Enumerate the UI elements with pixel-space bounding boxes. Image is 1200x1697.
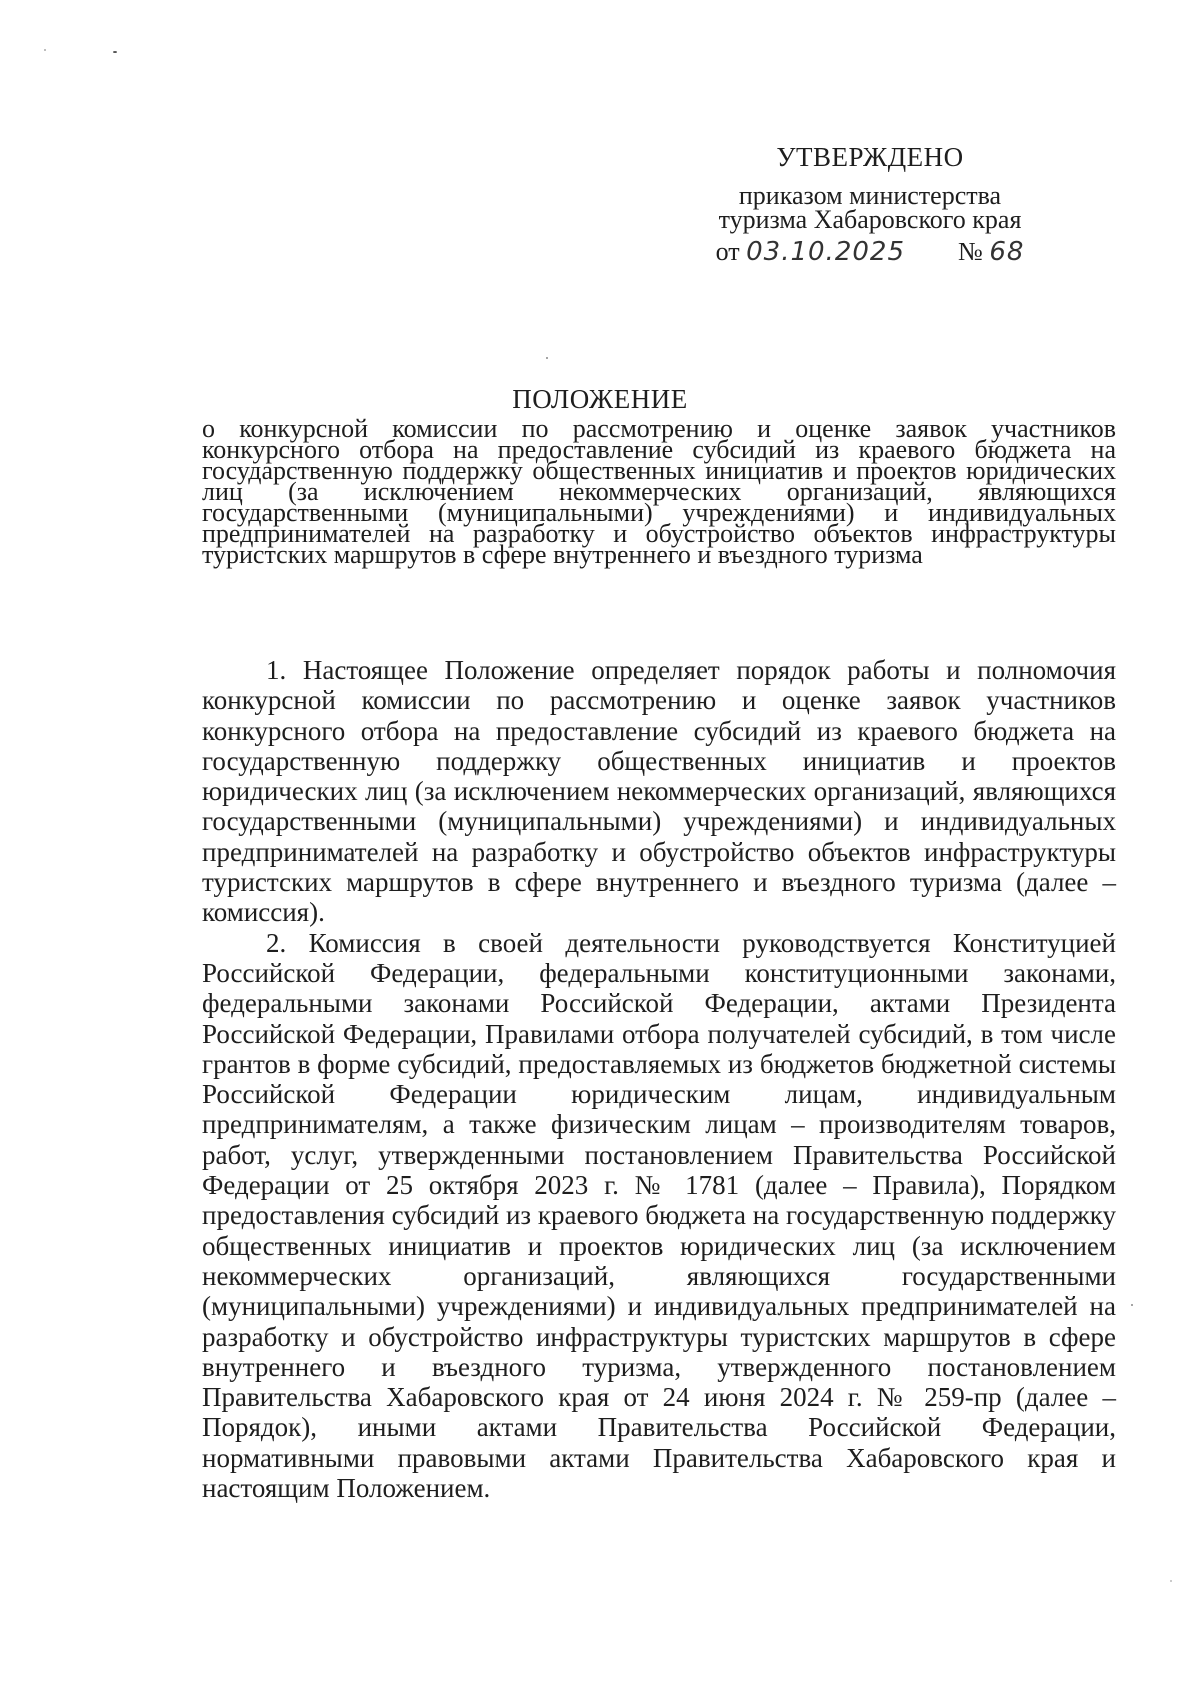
number-prefix: № — [958, 237, 983, 266]
date-prefix: от — [715, 237, 740, 266]
scan-speck — [1170, 1580, 1172, 1582]
approval-ministry-line: туризма Хабаровского края — [718, 205, 1022, 234]
paragraph-2: 2. Комиссия в своей деятельности руководствуется Конституцией Российской Федерации, федеральными конституционными законами, федеральными законами Российской Федерации, актами Президента Российской Федерации, Правилами отбора получателей субсидий, в том числе грантов в форме субсидий, предоставляемых из бюджетов бюджетной системы Российской Федерации юридическим лицам, индивидуальным предпринимателям, а также физическим лицам – производителям товаров, работ, услуг, утвержденными постановлением Правительства Российской Федерации от 25 октября 2023 г. № 1781 (далее – Правила), Порядком предоставления субсидий из краевого бюджета на государственную поддержку общественных инициатив и проектов юридических лиц (за исключением некоммерческих организаций, являющихся государственными (муниципальными) учреждениями) и индивидуальных предпринимателей на разработку и обустройство инфраструктуры туристских маршрутов в сфере внутреннего и въездного туризма, утвержденного постановлением Правительства Хабаровского края от 24 июня 2024 г. № 259-пр (далее – Порядок), иными актами Правительства Российской Федерации, нормативными правовыми актами Правительства Хабаровского края и настоящим Положением. — [202, 927, 1116, 1504]
scan-speck — [1131, 1304, 1133, 1306]
document-body — [202, 655, 1116, 1503]
document-subject: о конкурсной комиссии по рассмотрению и оценке заявок участников конкурсного отбора на предоставление субсидий из краевого бюджета на государственную поддержку общественных инициатив и проектов юридических лиц (за исключением некоммерческих организаций, являющихся государственными (муниципальными) учреждениями) и индивидуальных предпринимателей на разработку и обустройство объектов инфраструктуры туристских маршрутов в сфере внутреннего и въездного туризма — [202, 414, 1116, 569]
approved-stamp-label: УТВЕРЖДЕНО — [776, 142, 964, 172]
handwritten-number: 68 — [989, 237, 1025, 267]
handwritten-date: 03.10.2025 — [746, 237, 905, 267]
paragraph-1: 1. Настоящее Положение определяет порядок работы и полномочия конкурсной комиссии по рассмотрению и оценке заявок участников конкурсного отбора на предоставление субсидий из краевого бюджета на государственную поддержку общественных инициатив и проектов юридических лиц (за исключением некоммерческих организаций, являющихся государственными (муниципальными) учреждениями) и индивидуальных предпринимателей на разработку и обустройство объектов инфраструктуры туристских маршрутов в сфере внутреннего и въездного туризма (далее – комиссия). — [202, 655, 1116, 928]
scan-speck — [44, 49, 46, 51]
approval-date-number-line — [600, 238, 1140, 266]
scan-speck — [113, 51, 117, 53]
scan-speck — [546, 357, 548, 359]
document-title: ПОЛОЖЕНИЕ — [512, 384, 688, 414]
approval-order-line: приказом министерства — [738, 181, 1002, 210]
